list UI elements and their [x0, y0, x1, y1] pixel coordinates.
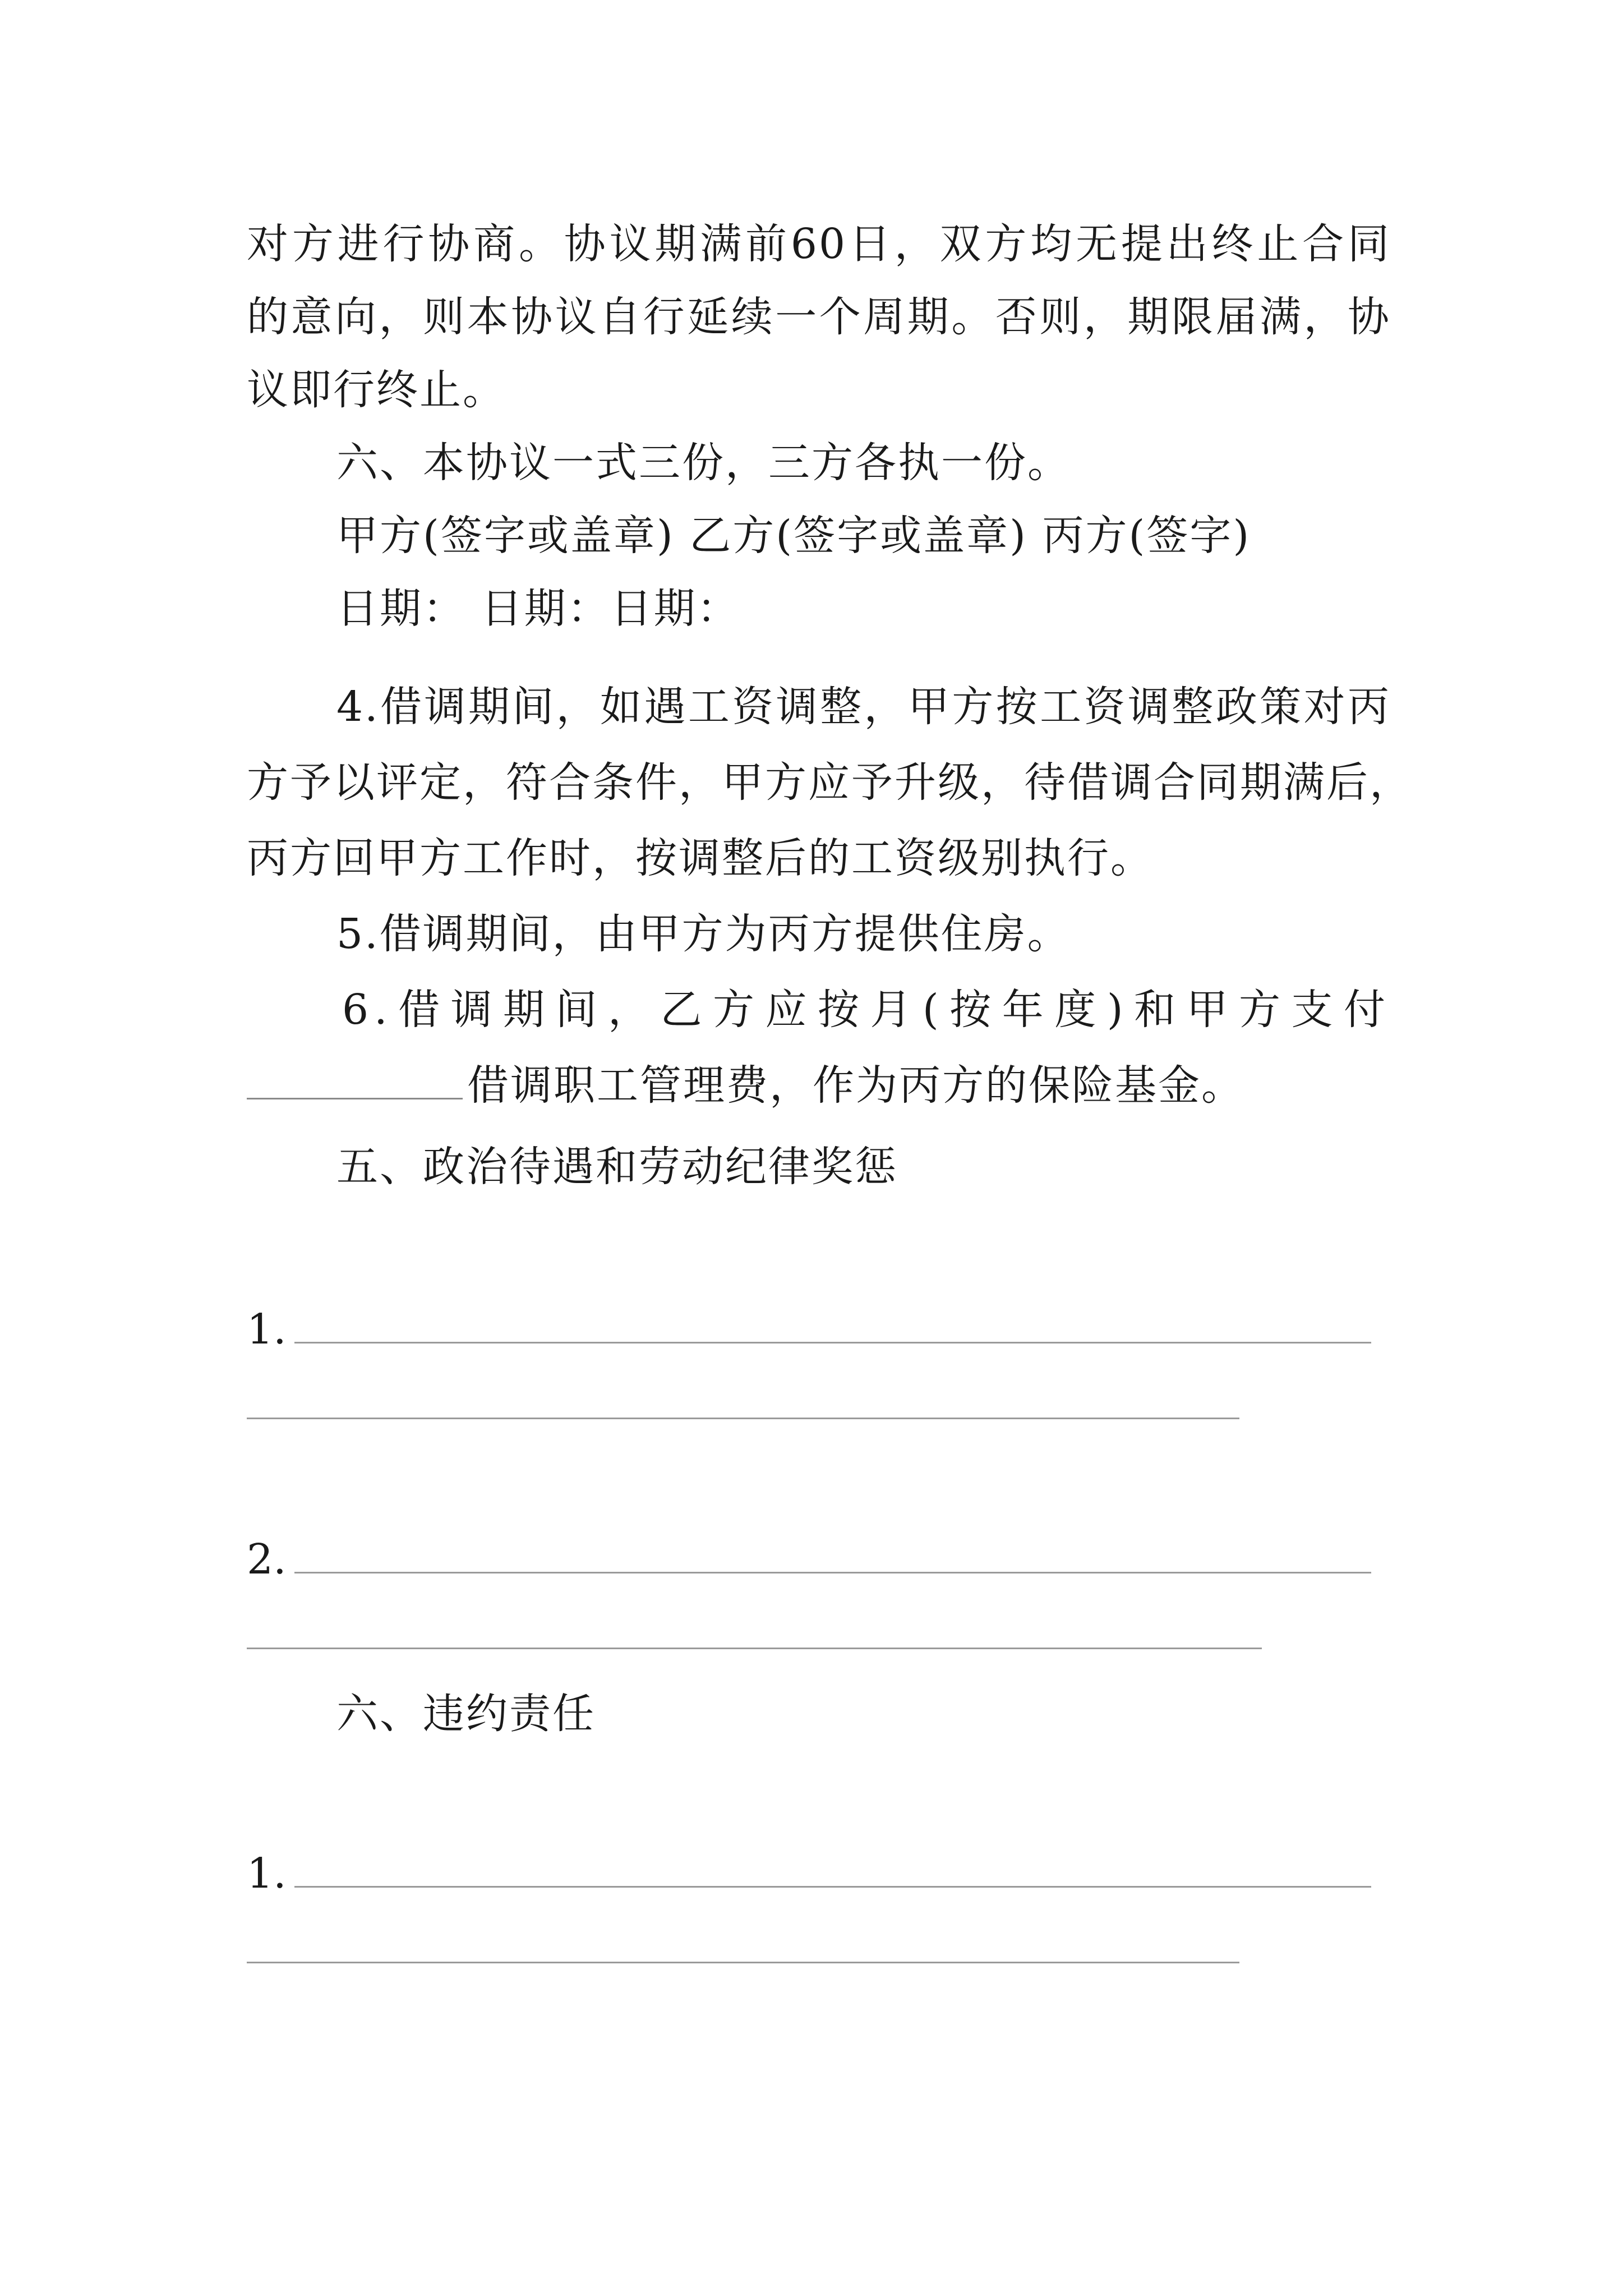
- fill-in-line: [247, 1648, 1262, 1649]
- fill-in-line: [247, 1418, 1239, 1419]
- paragraph-text: 借调职工管理费，作为丙方的保险基金。: [467, 1061, 1244, 1110]
- item-number: 2.: [247, 1535, 287, 1584]
- item-number: 1.: [247, 1305, 287, 1354]
- paragraph-line: 议即行终止。: [247, 366, 506, 414]
- section-title: 六、违约责任: [336, 1690, 596, 1738]
- paragraph-line: [247, 1057, 1244, 1114]
- paragraph-line: 6.借调期间，乙方应按月(按年度)和甲方支付: [342, 986, 1391, 1034]
- fill-in-blank: [247, 1063, 463, 1099]
- paragraph-line: 丙方回甲方工作时，按调整后的工资级别执行。: [247, 834, 1154, 882]
- paragraph-line: 4.借调期间，如遇工资调整，甲方按工资调整政策对丙: [336, 683, 1391, 731]
- date-line: 日期： 日期：日期：: [336, 585, 740, 633]
- signature-line: 甲方(签字或盖章) 乙方(签字或盖章) 丙方(签字): [336, 512, 1251, 560]
- section-title: 五、政治待遇和劳动纪律奖惩: [336, 1143, 898, 1191]
- paragraph-line: 方予以评定，符合条件，甲方应予升级，待借调合同期满后，: [247, 758, 1413, 807]
- fill-in-line: [294, 1342, 1371, 1343]
- fill-in-line: [294, 1572, 1371, 1573]
- paragraph-line: 的意向，则本协议自行延续一个周期。否则，期限届满，协: [247, 293, 1391, 341]
- paragraph-line: 对方进行协商。协议期满前60日，双方均无提出终止合同: [247, 220, 1391, 268]
- fill-in-line: [294, 1886, 1371, 1888]
- item-number: 1.: [247, 1849, 287, 1898]
- paragraph-copies: 六、本协议一式三份，三方各执一份。: [336, 439, 1071, 487]
- paragraph-housing: 5.借调期间，由甲方为丙方提供住房。: [336, 910, 1071, 958]
- fill-in-line: [247, 1962, 1239, 1963]
